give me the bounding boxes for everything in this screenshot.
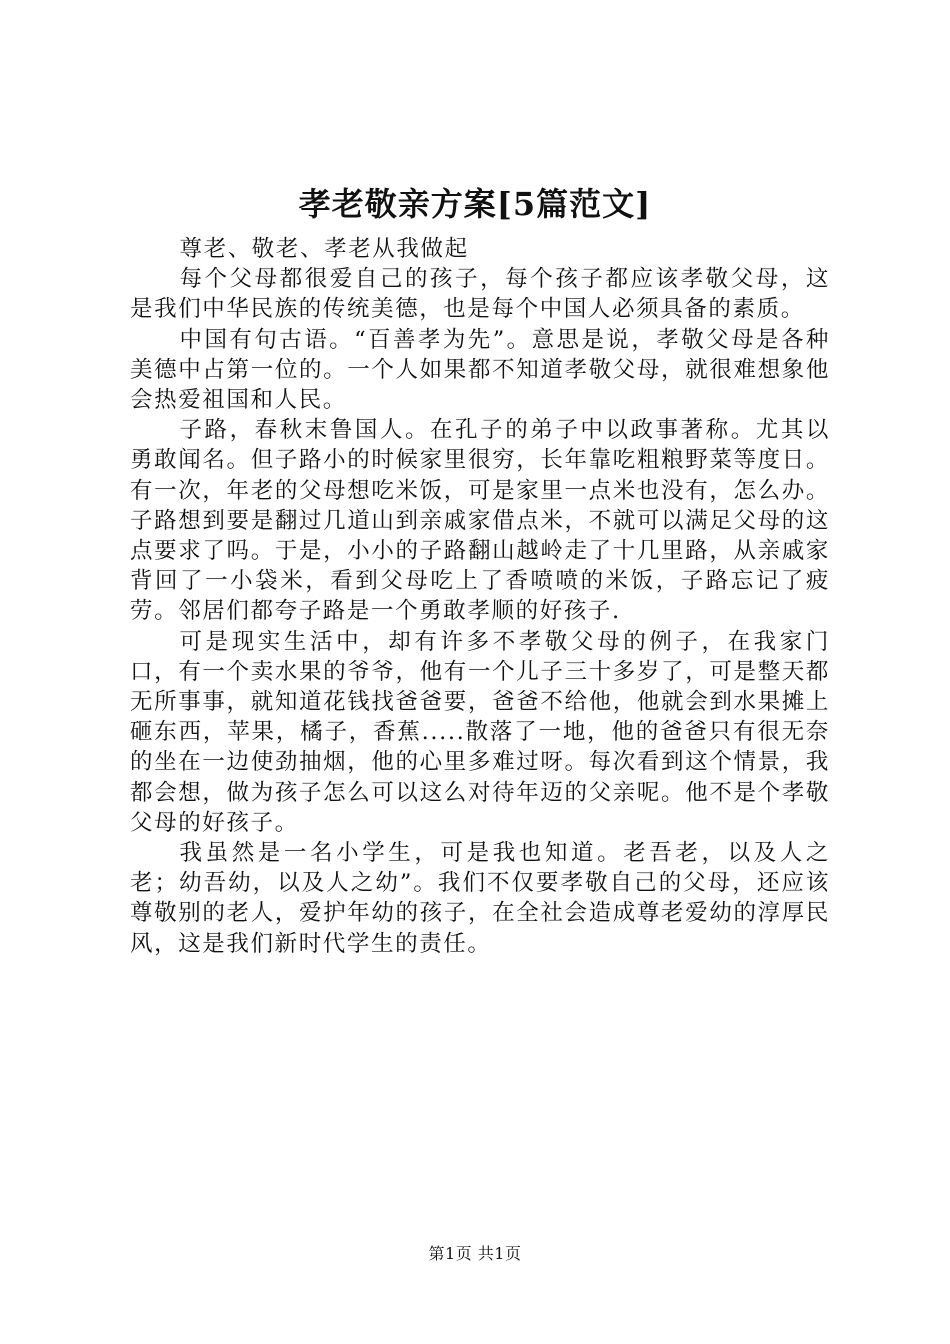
paragraph-2: 中国有句古语。“百善孝为先”。意思是说，孝敬父母是各种美德中占第一位的。一个人如果都不知道孝敬父母，就很难想象他会热爱祖国和人民。	[130, 326, 830, 414]
page-footer: 第1页 共1页	[428, 1244, 522, 1263]
paragraph-subtitle: 尊老、敬老、孝老从我做起	[179, 236, 469, 262]
paragraph-3: 子路，春秋末鲁国人。在孔子的弟子中以政事著称。尤其以勇敢闻名。但子路小的时候家里很穷，长年靠吃粗粮野菜等度日。有一次，年老的父母想吃米饭，可是家里一点米也没有，怎么办。子路想到要是翻过几道山到亲戚家借点米，不就可以满足父母的这点要求了吗。于是，小小的子路翻山越岭走了十几里路，从亲戚家背回了一小袋米，看到父母吃上了香喷喷的米饭，子路忘记了疲劳。邻居们都夸子路是一个勇敢孝顺的好孩子.	[130, 417, 830, 625]
document-title: 孝老敬亲方案[5篇范文]	[298, 185, 652, 223]
paragraph-1: 每个父母都很爱自己的孩子，每个孩子都应该孝敬父母，这是我们中华民族的传统美德，也是每个中国人必须具备的素质。	[130, 266, 830, 323]
paragraph-5: 我虽然是一名小学生，可是我也知道。老吾老，以及人之老；幼吾幼，以及人之幼”。我们不仅要孝敬自己的父母，还应该尊敬别的老人，爱护年幼的孩子，在全社会造成尊老爱幼的淳厚民风，这是我们新时代学生的责任。	[130, 840, 830, 957]
document-body	[130, 234, 830, 959]
paragraph-4: 可是现实生活中，却有许多不孝敬父母的例子，在我家门口，有一个卖水果的爷爷，他有一个儿子三十多岁了，可是整天都无所事事，就知道花钱找爸爸要，爸爸不给他，他就会到水果摊上砸东西，苹果，橘子，香蕉.....散落了一地，他的爸爸只有很无奈的坐在一边使劲抽烟，他的心里多难过呀。每次看到这个情景，我都会想，做为孩子怎么可以这么对待年迈的父亲呢。他不是个孝敬父母的好孩子。	[130, 628, 830, 836]
